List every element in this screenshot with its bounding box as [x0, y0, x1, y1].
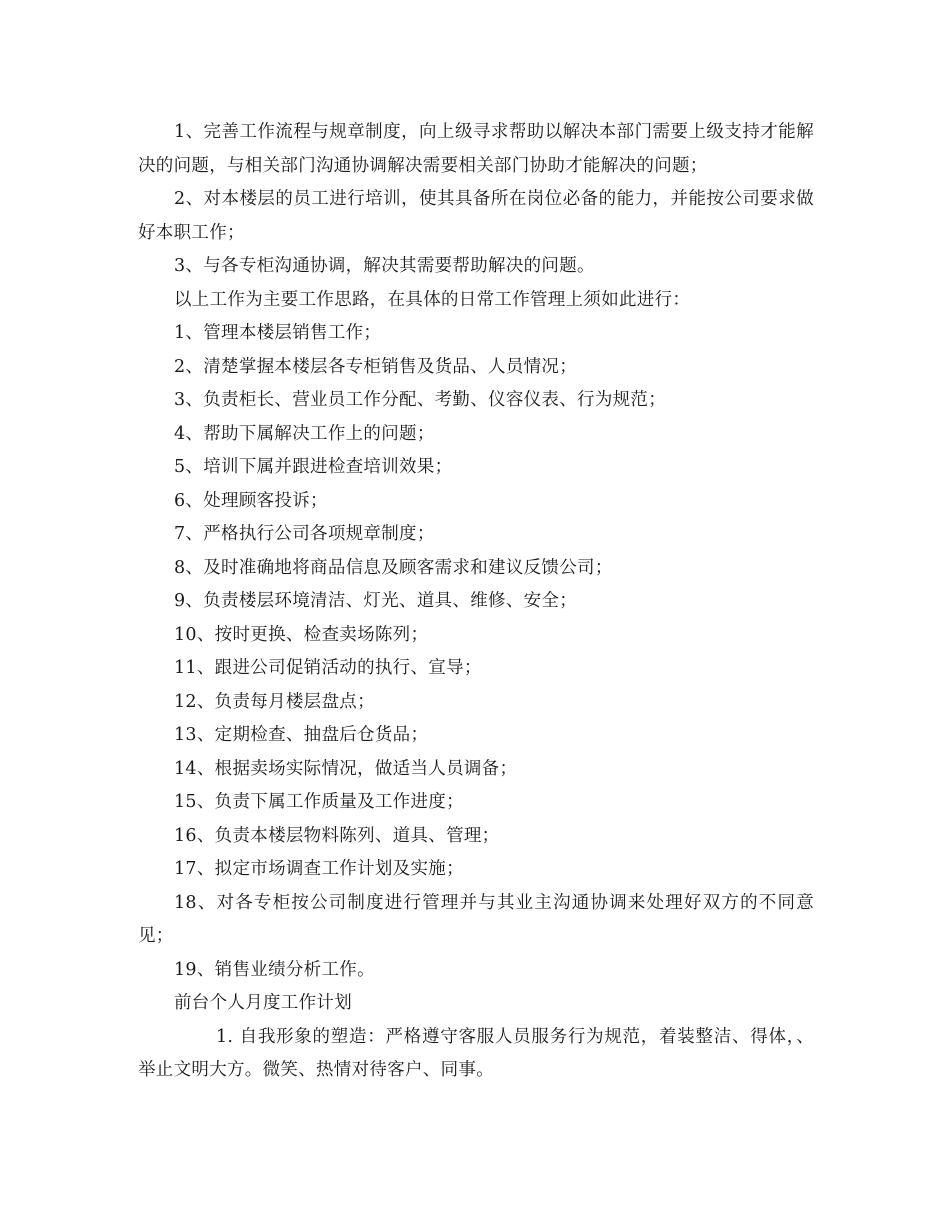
list-item: 14、根据卖场实际情况，做适当人员调备；	[174, 758, 518, 779]
list-item: 5、培训下属并跟进检查培训效果；	[174, 457, 453, 477]
list-item: 7、严格执行公司各项规章制度；	[174, 524, 435, 544]
list-item: 4、帮助下属解决工作上的问题；	[174, 423, 435, 444]
list-item: 2、清楚掌握本楼层各专柜销售及货品、人员情况；	[174, 356, 578, 377]
list-item: 19、销售业绩分析工作。	[174, 959, 375, 980]
document-body	[138, 116, 814, 1088]
list-item: 10、按时更换、检查卖场陈列；	[174, 624, 429, 645]
list-item: 8、及时准确地将商品信息及顾客需求和建议反馈公司；	[174, 557, 613, 578]
list-item: 9、负责楼层环境清洁、灯光、道具、维修、安全；	[174, 591, 578, 611]
list-item: 3、负责柜长、营业员工作分配、考勤、仪容仪表、行为规范；	[174, 390, 667, 410]
list-item: 17、拟定市场调查工作计划及实施；	[174, 859, 464, 879]
list-item: 13、定期检查、抽盘后仓货品；	[174, 725, 429, 745]
paragraph-self-image: 1. 自我形象的塑造：严格遵守客服人员服务行为规范，着装整洁、得体，、举止文明大方。微笑、热情对待客户、同事。	[138, 1026, 814, 1080]
list-item: 11、跟进公司促销活动的执行、宣导；	[174, 658, 482, 678]
list-item: 12、负责每月楼层盘点；	[174, 691, 375, 712]
paragraph-counter-coordination: 3、与各专柜沟通协调，解决其需要帮助解决的问题。	[174, 256, 595, 276]
list-item: 16、负责本楼层物料陈列、道具、管理；	[174, 825, 500, 846]
paragraph-staff-training: 2、对本楼层的员工进行培训，使其具备所在岗位必备的能力，并能按公司要求做好本职工作；	[138, 189, 814, 243]
section-heading: 前台个人月度工作计划	[174, 993, 352, 1013]
paragraph-improve-workflow: 1、完善工作流程与规章制度，向上级寻求帮助以解决本部门需要上级支持才能解决的问题，与相关部门沟通协调解决需要相关部门协助才能解决的问题；	[138, 122, 814, 176]
list-item: 6、处理顾客投诉；	[174, 490, 328, 511]
list-item: 1、管理本楼层销售工作；	[174, 323, 382, 343]
list-item: 15、负责下属工作质量及工作进度；	[174, 792, 464, 812]
list-item: 18、对各专柜按公司制度进行管理并与其业主沟通协调来处理好双方的不同意见；	[138, 892, 814, 946]
paragraph-daily-management-intro: 以上工作为主要工作思路，在具体的日常工作管理上须如此进行：	[174, 289, 691, 310]
